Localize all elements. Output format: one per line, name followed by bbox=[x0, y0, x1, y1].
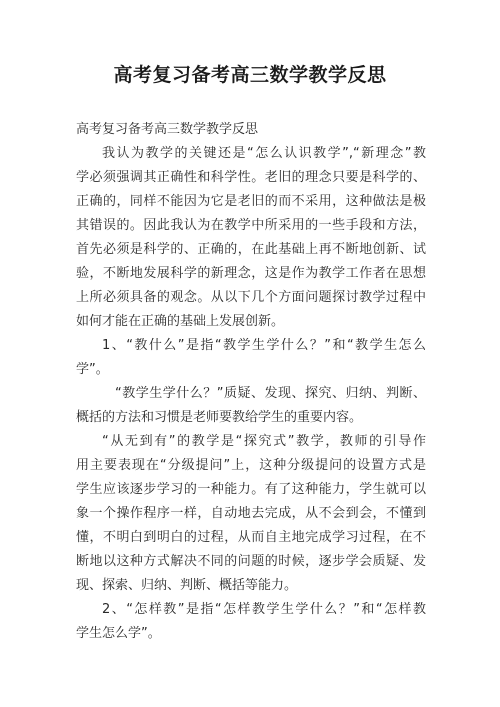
section-heading-1: 1、“教什么”是指“教学生学什么？”和“教学生怎么 bbox=[102, 338, 426, 353]
paragraph-line: 如何才能在正确的基础上发展创新。 bbox=[76, 314, 285, 329]
paragraph-line: 学”。 bbox=[76, 362, 109, 377]
section-heading-2: 2、“怎样教”是指“怎样教学生学什么？”和“怎样教 bbox=[102, 602, 426, 617]
paragraph-line: 现、探索、归纳、判断、概括等能力。 bbox=[76, 578, 298, 593]
paragraph-line: 懂，不明白到明白的过程，从而自主地完成学习过程，在不 bbox=[76, 530, 426, 545]
paragraph-line: “教学生学什么？”质疑、发现、探究、归纳、判断、 bbox=[115, 386, 426, 401]
paragraph-line: 象一个操作程序一样，自动地去完成，从不会到会，不懂到 bbox=[76, 506, 426, 521]
document-subtitle: 高考复习备考高三数学教学反思 bbox=[76, 122, 259, 137]
paragraph-line: 我认为教学的关键还是“怎么认识教学”,“新理念”教 bbox=[102, 146, 426, 161]
paragraph-line: 上所必须具备的观念。从以下几个方面问题探讨教学过程中 bbox=[76, 290, 426, 305]
paragraph-line: 断地以这种方式解决不同的问题的时候，逐步学会质疑、发 bbox=[76, 554, 426, 569]
paragraph-line: 验，不断地发展科学的新理念，这是作为教学工作者在思想 bbox=[76, 266, 426, 281]
document-title: 高考复习备考高三数学教学反思 bbox=[113, 64, 387, 86]
paragraph-line: 学必须强调其正确性和科学性。老旧的理念只要是科学的、 bbox=[76, 170, 426, 185]
paragraph-line: 其错误的。因此我认为在教学中所采用的一些手段和方法， bbox=[76, 218, 426, 233]
paragraph-line: 正确的，同样不能因为它是老旧的而不采用，这种做法是极 bbox=[76, 194, 426, 209]
paragraph-line: 用主要表现在“分级提问”上，这种分级提问的设置方式是 bbox=[76, 458, 426, 473]
paragraph-line: “从无到有”的教学是“探究式”教学，教师的引导作 bbox=[102, 434, 426, 449]
paragraph-line: 学生怎么学”。 bbox=[76, 626, 161, 641]
paragraph-line: 学生应该逐步学习的一种能力。有了这种能力，学生就可以 bbox=[76, 482, 426, 497]
paragraph-line: 首先必须是科学的、正确的，在此基础上再不断地创新、试 bbox=[76, 242, 426, 257]
paragraph-line: 概括的方法和习惯是老师要教给学生的重要内容。 bbox=[76, 410, 363, 425]
